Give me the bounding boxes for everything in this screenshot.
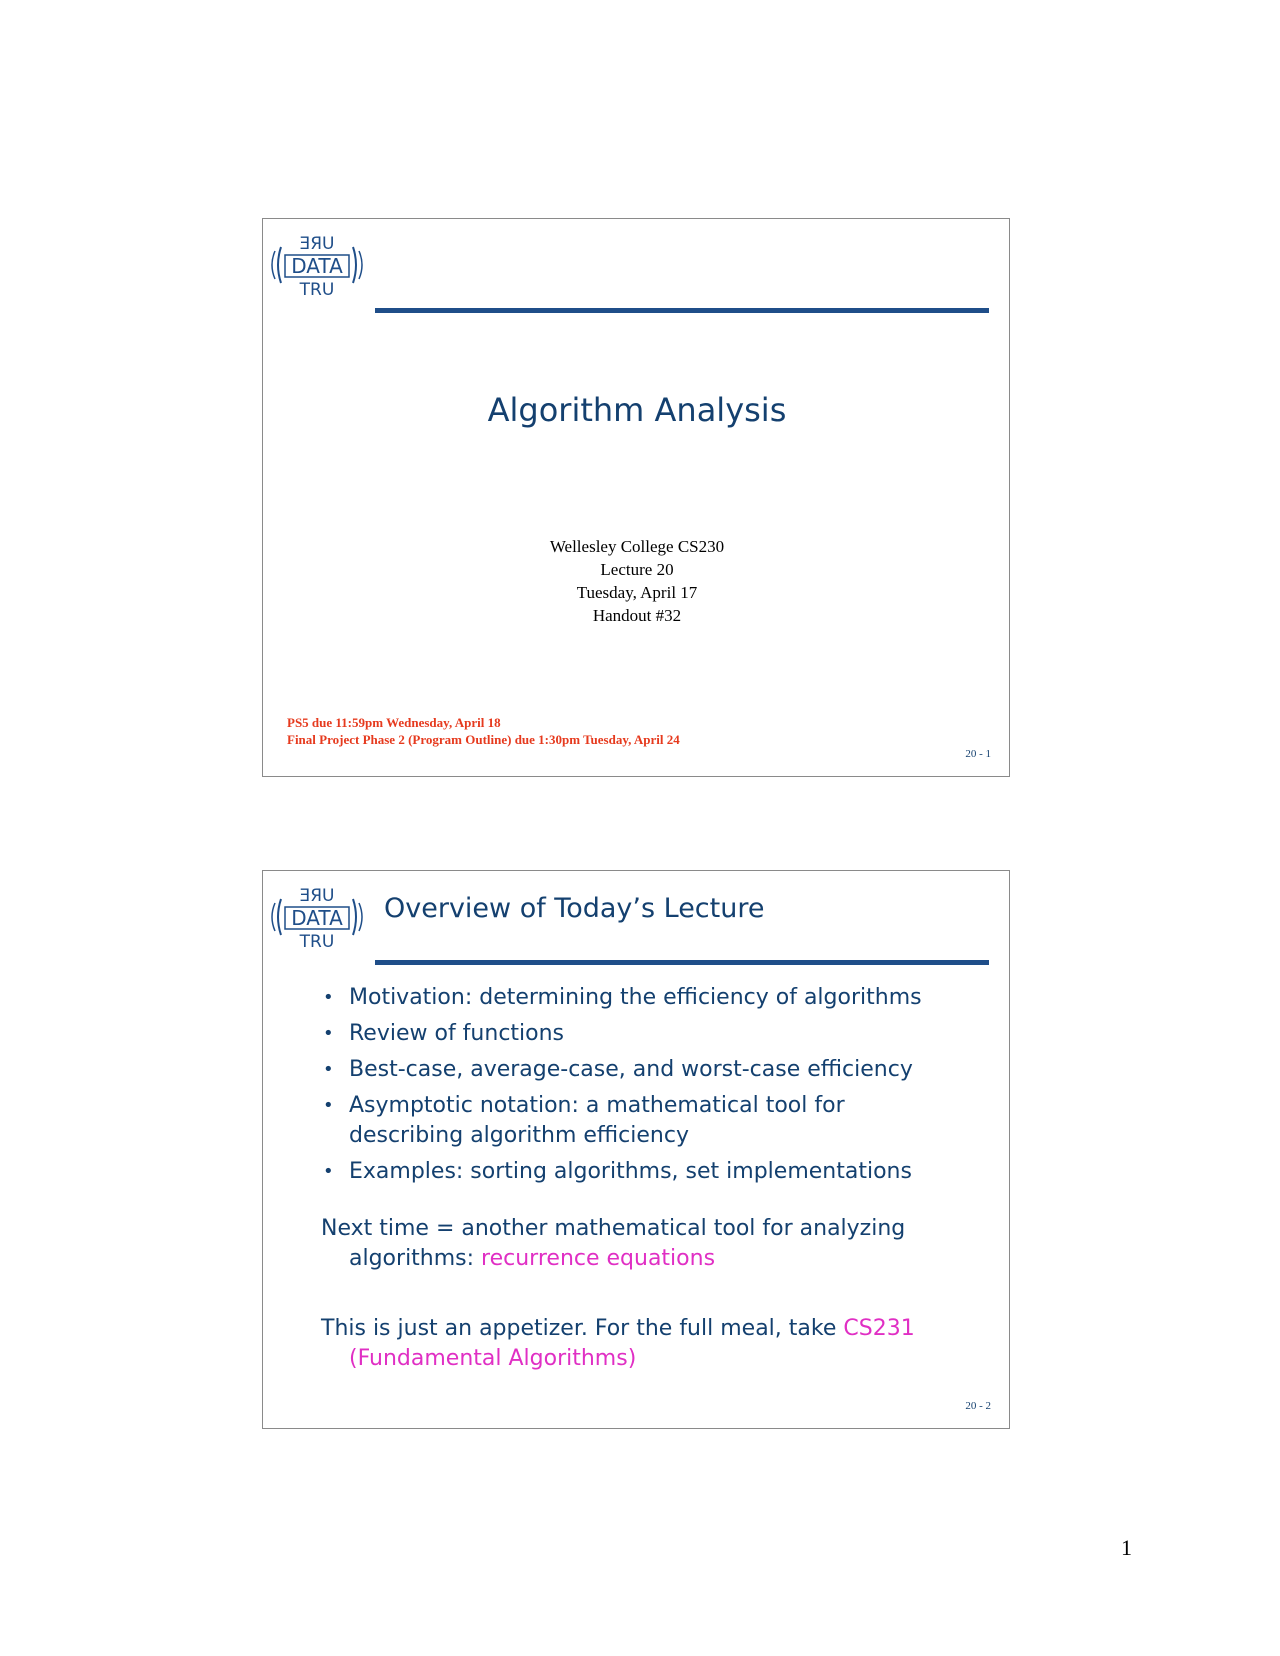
svg-text:TRU: TRU — [299, 280, 335, 300]
appetizer-note: This is just an appetizer. For the full meal, take CS231 (Fundamental Algorithms) — [321, 1316, 915, 1371]
slide-2 — [262, 870, 1010, 1429]
title-rule — [375, 960, 989, 965]
cs231-highlight: CS231 (Fundamental Algorithms) — [349, 1316, 915, 1371]
handout-line: Handout #32 — [592, 606, 682, 625]
overview-bullets — [321, 983, 991, 1193]
list-item: • Asymptotic notation: a mathematical tool for describing algorithm efficiency — [323, 1093, 845, 1148]
page-number: 1 — [1121, 1535, 1132, 1560]
course-line: Wellesley College CS230 — [549, 537, 725, 556]
slide-number: 20 - 2 — [965, 1400, 991, 1412]
list-item: • Review of functions — [321, 1019, 991, 1049]
bullet-icon: • — [323, 987, 334, 1008]
svg-text:TRU: TRU — [299, 932, 335, 952]
title-rule — [375, 308, 989, 313]
due-dates — [287, 714, 680, 748]
list-item: • Examples: sorting algorithms, set implementations — [321, 1157, 991, 1187]
bullet-icon: • — [323, 1059, 334, 1080]
list-item: • Best-case, average-case, and worst-case efficiency — [321, 1055, 991, 1085]
date-line: Tuesday, April 17 — [576, 583, 698, 602]
slide-number: 20 - 1 — [965, 748, 991, 760]
bullet-icon: • — [323, 1023, 334, 1044]
recurrence-highlight: recurrence equations — [481, 1246, 716, 1271]
svg-text:ƎЯU: ƎЯU — [299, 234, 335, 254]
bullet-icon: • — [323, 1095, 334, 1116]
slide-title: Overview of Today’s Lecture — [384, 893, 765, 924]
due-line: PS5 due 11:59pm Wednesday, April 18 — [287, 715, 501, 730]
next-time-note: Next time = another mathematical tool for analyzing algorithms: recurrence equations — [321, 1216, 906, 1271]
svg-text:DATA: DATA — [291, 254, 343, 278]
due-line: Final Project Phase 2 (Program Outline) due 1:30pm Tuesday, April 24 — [287, 732, 680, 747]
data-structures-logo — [267, 881, 367, 953]
slide-title: Algorithm Analysis — [487, 391, 787, 429]
lecture-info — [263, 535, 1011, 627]
list-item: • Motivation: determining the efficiency of algorithms — [321, 983, 991, 1013]
slide-1 — [262, 218, 1010, 777]
lecture-line: Lecture 20 — [600, 560, 674, 579]
data-structures-logo — [267, 229, 367, 301]
svg-text:ƎЯU: ƎЯU — [299, 886, 335, 906]
svg-text:DATA: DATA — [291, 906, 343, 930]
bullet-icon: • — [323, 1161, 334, 1182]
